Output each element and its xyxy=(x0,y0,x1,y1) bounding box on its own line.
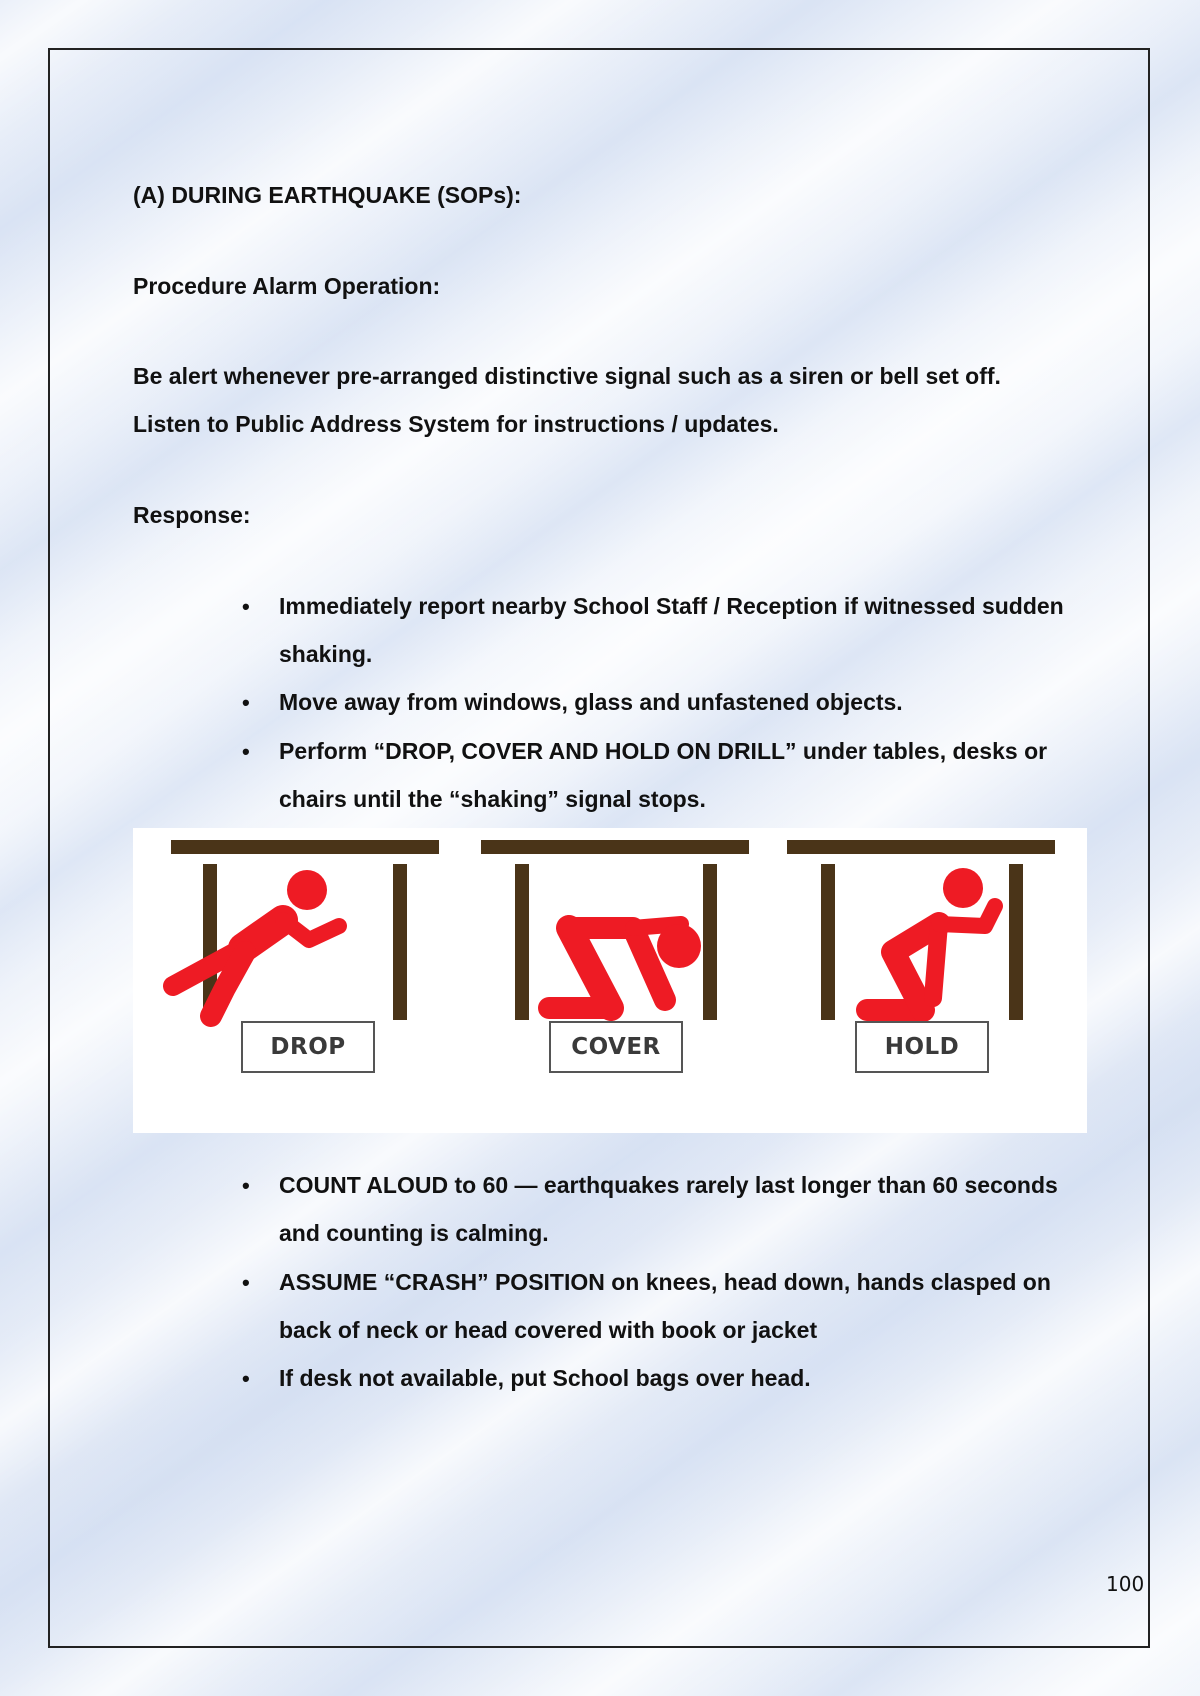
bullet-crash-line-2: back of neck or head covered with book or jacket xyxy=(279,1317,818,1343)
alarm-heading: Procedure Alarm Operation: xyxy=(133,273,441,299)
drop-label: DROP xyxy=(241,1021,375,1073)
hold-label: HOLD xyxy=(855,1021,989,1073)
alarm-line-1: Be alert whenever pre-arranged distinctive signal such as a siren or bell set off. xyxy=(133,363,1001,389)
bullet-report-line-1: Immediately report nearby School Staff / Reception if witnessed sudden xyxy=(279,593,1064,619)
table-top-icon xyxy=(787,840,1055,854)
cover-figure-icon xyxy=(549,924,701,1008)
page-number: 100 xyxy=(1106,1572,1145,1596)
bullet-drill-line-2: chairs until the “shaking” signal stops. xyxy=(279,786,706,812)
bullet-drill-line-1: Perform “DROP, COVER AND HOLD ON DRILL” under tables, desks or xyxy=(279,738,1048,764)
drop-panel xyxy=(171,840,439,1020)
section-title: (A) DURING EARTHQUAKE (SOPs): xyxy=(133,182,522,208)
bullet-school-bags: If desk not available, put School bags over head. xyxy=(279,1365,811,1391)
bullet-count-line-2: and counting is calming. xyxy=(279,1220,549,1246)
table-leg-icon xyxy=(821,864,835,1020)
drop-cover-hold-illustration xyxy=(133,828,1087,1133)
table-top-icon xyxy=(171,840,439,854)
bullet-crash-line-1: ASSUME “CRASH” POSITION on knees, head down, hands clasped on xyxy=(279,1269,1051,1295)
table-leg-icon xyxy=(515,864,529,1020)
drop-cover-hold-figures xyxy=(133,828,1087,1133)
cover-label: COVER xyxy=(549,1021,683,1073)
table-leg-icon xyxy=(393,864,407,1020)
bullet-marker: • xyxy=(242,594,250,619)
hold-figure-icon xyxy=(867,868,995,1010)
alarm-line-2: Listen to Public Address System for instructions / updates. xyxy=(133,411,779,437)
table-leg-icon xyxy=(1009,864,1023,1020)
bullet-report-line-2: shaking. xyxy=(279,641,373,667)
cover-panel xyxy=(481,840,749,1020)
bullet-marker: • xyxy=(242,1270,250,1295)
bullet-move-away: Move away from windows, glass and unfastened objects. xyxy=(279,689,903,715)
bullet-marker: • xyxy=(242,690,250,715)
table-leg-icon xyxy=(703,864,717,1020)
bullet-marker: • xyxy=(242,739,250,764)
hold-panel xyxy=(787,840,1055,1020)
bullet-count-line-1: COUNT ALOUD to 60 — earthquakes rarely last longer than 60 seconds xyxy=(279,1172,1058,1198)
bullet-marker: • xyxy=(242,1173,250,1198)
table-top-icon xyxy=(481,840,749,854)
response-heading: Response: xyxy=(133,502,251,528)
drop-figure-icon xyxy=(173,870,339,1016)
bullet-marker: • xyxy=(242,1366,250,1391)
